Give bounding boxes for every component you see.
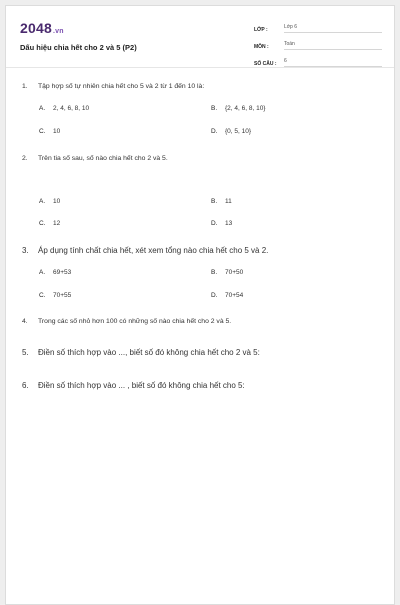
worksheet-title: Dấu hiệu chia hết cho 2 và 5 (P2) [20,43,137,52]
meta-label-subject: MÔN : [254,44,269,50]
meta-row-count [254,54,382,67]
meta-row-class [254,20,382,33]
question-text: Điền số thích hợp vào ..., biết số đó không chia hết cho 2 và 5: [38,348,260,357]
meta-value-class: Lớp 6 [284,24,382,33]
question-text: Điền số thích hợp vào ... , biết số đó không chia hết cho 5: [38,381,245,390]
worksheet-page [5,5,395,605]
question-1-option-a[interactable]: A. 2, 4, 6, 8, 10 [39,105,90,112]
question-3-option-a[interactable]: A. 69+53 [39,269,72,276]
meta-value-count: 6 [284,58,382,67]
question-number: 2. [22,155,28,162]
question-6 [22,381,245,390]
meta-label-count: SỐ CÂU : [254,61,277,67]
question-1-option-d[interactable]: D. {0, 5, 10} [211,128,252,135]
question-3-option-d[interactable]: D. 70+54 [211,292,244,299]
question-1-option-b[interactable]: B. {2, 4, 6, 8, 10} [211,105,266,112]
worksheet-meta [254,20,382,71]
meta-row-subject [254,37,382,50]
question-number: 5. [22,348,29,357]
worksheet-header [6,6,394,68]
question-text: Trên tia số sau, số nào chia hết cho 2 và 5. [38,155,168,162]
site-logo[interactable]: 2048.vn [20,20,64,36]
question-2-option-a[interactable]: A. 10 [39,198,61,205]
question-number: 4. [22,318,28,325]
question-text: Trong các số nhỏ hơn 100 có những số nào chia hết cho 2 và 5. [38,318,232,325]
question-number: 1. [22,83,28,90]
question-1-option-c[interactable]: C. 10 [39,128,61,135]
question-number: 6. [22,381,29,390]
question-2-option-d[interactable]: D. 13 [211,220,233,227]
question-2-option-c[interactable]: C. 12 [39,220,61,227]
question-3-option-c[interactable]: C. 70+55 [39,292,72,299]
meta-value-subject: Toán [284,41,382,50]
question-text: Tập hợp số tự nhiên chia hết cho 5 và 2 từ 1 đến 10 là: [38,83,205,90]
question-number: 3. [22,246,29,255]
question-3-option-b[interactable]: B. 70+50 [211,269,244,276]
meta-label-class: LỚP : [254,27,268,33]
question-3 [22,246,268,255]
question-4 [22,318,231,325]
question-1 [22,83,204,90]
question-text: Áp dụng tính chất chia hết, xét xem tổng nào chia hết cho 5 và 2. [38,246,269,255]
question-2-option-b[interactable]: B. 11 [211,198,232,205]
question-5 [22,348,260,357]
question-2 [22,155,168,162]
